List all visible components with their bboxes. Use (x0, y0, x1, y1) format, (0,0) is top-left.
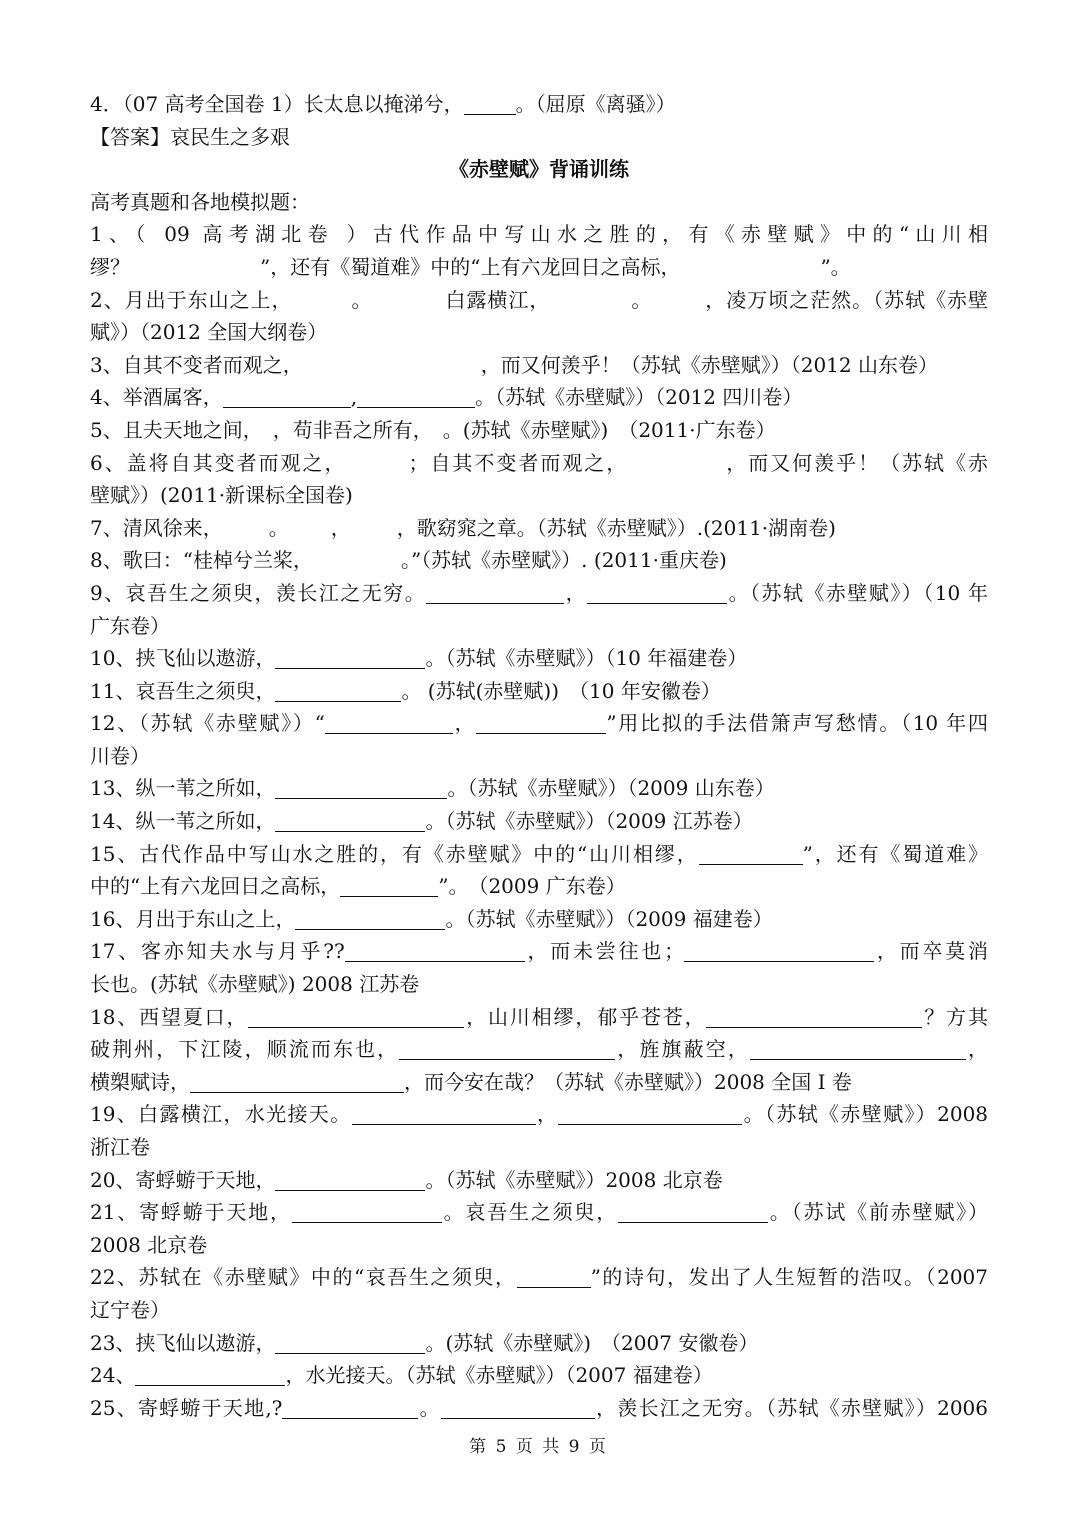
answer-blank (464, 92, 516, 115)
line-text: 20、寄蜉蝣于天地， (90, 1167, 276, 1192)
line-text: ？方其 (922, 1004, 988, 1029)
line-text: 。 (268, 515, 289, 540)
line-text: 17、客亦知夫水与月乎?? (90, 939, 345, 964)
line-text: 2、月出于东山之上， (90, 287, 293, 312)
line-text: ，而未尝往也； (524, 939, 685, 964)
answer-blank (275, 809, 425, 832)
answer-blank (352, 1102, 536, 1125)
line-text: 10、挟飞仙以遨游， (90, 646, 276, 671)
line-text: 。哀吾生之须臾， (441, 1200, 619, 1225)
line-text: 壁赋》）(2011·新课标全国卷) (90, 483, 353, 508)
line-text: 。 (630, 287, 653, 312)
line-text: ， (965, 1037, 988, 1062)
text-line (90, 870, 988, 903)
answer-blank (706, 1005, 922, 1028)
text-line (90, 1229, 988, 1262)
answer-blank (292, 1200, 442, 1223)
line-text: 辽宁卷） (90, 1297, 170, 1322)
line-text: ，旌旗蔽空， (615, 1037, 750, 1062)
text-line (90, 903, 988, 936)
line-text: ，而卒莫消 (874, 939, 988, 964)
text-line (90, 251, 988, 284)
answer-blank (275, 1331, 425, 1354)
line-text: 赋》）（2012 全国大纲卷） (90, 320, 328, 345)
answer-blank (295, 907, 445, 930)
line-text: 【答案】哀民生之多艰 (90, 124, 290, 149)
line-text: 8、歌曰：“桂棹兮兰桨， (90, 548, 313, 573)
answer-blank (750, 1037, 966, 1060)
line-text: 2008 北京卷 (90, 1232, 208, 1257)
text-line (90, 186, 988, 219)
section-title (90, 153, 988, 186)
line-text: 《赤壁赋》背诵训练 (449, 157, 629, 182)
answer-blank (357, 385, 475, 408)
line-text: 。 (苏轼(赤壁赋)) （10 年安徽卷） (401, 678, 721, 703)
answer-blank (517, 1265, 591, 1288)
text-line (90, 88, 988, 121)
answer-blank (618, 1200, 768, 1223)
text-line (90, 610, 988, 643)
line-text: 白露横江， (444, 287, 551, 312)
line-text: 川卷） (90, 743, 150, 768)
line-text: 1、（ 09 高考湖北卷 ）古代作品中写山水之胜的，有《赤壁赋》中的“山川相 (90, 222, 988, 247)
line-text: 6、盖将自其变者而观之， (90, 450, 347, 475)
line-text: 5、且夫天地之间， ，苟非吾之所有， 。(苏轼《赤壁赋》) （2011·广东卷） (90, 417, 776, 442)
answer-blank (325, 711, 453, 734)
line-text: 22、苏轼在《赤壁赋》中的“哀吾生之须臾， (90, 1265, 517, 1290)
line-text: 23、挟飞仙以遨游， (90, 1330, 276, 1355)
line-text: ， (330, 515, 351, 540)
answer-blank (476, 711, 606, 734)
line-text: ， (452, 711, 477, 736)
answer-blank (441, 1396, 595, 1419)
line-text: 14、纵一苇之所如， (90, 809, 276, 834)
text-line (90, 512, 988, 545)
text-line (90, 1066, 988, 1099)
line-text: 。”（苏轼《赤壁赋》）. (2011·重庆卷) (400, 548, 727, 573)
line-text: ，而今安在哉？（苏轼《赤壁赋》）2008 全国 I 卷 (404, 1069, 852, 1094)
line-text: 4．（07 高考全国卷 1）长太息以掩涕兮， (90, 92, 464, 116)
text-line (90, 772, 988, 805)
text-line (90, 1196, 988, 1229)
line-text: ，羡长江之无穷。（苏轼《赤壁赋》）2006 (594, 1395, 988, 1420)
line-text: ”。 （2009 广东卷） (438, 874, 626, 899)
text-line (90, 121, 988, 154)
line-text: 长也。(苏轼《赤壁赋》) 2008 江苏卷 (90, 972, 420, 997)
answer-blank (340, 874, 438, 897)
line-text: 缪？ (90, 254, 130, 279)
text-line (90, 218, 988, 251)
text-line (90, 1261, 988, 1294)
line-text: 。 (350, 287, 373, 312)
answer-blank (684, 939, 874, 962)
line-text: 。(苏轼《赤壁赋》) （2007 安徽卷） (425, 1330, 759, 1355)
line-text: 中的“上有六龙回日之高标， (90, 874, 341, 899)
text-line (90, 740, 988, 773)
line-text: 9、哀吾生之须臾，羡长江之无穷。 (90, 580, 427, 605)
line-text: 。（苏轼《赤壁赋》）（2009 江苏卷） (425, 809, 753, 834)
line-text: ”，还有《蜀道难》 (802, 841, 988, 866)
text-line (90, 1392, 988, 1425)
answer-blank (699, 842, 803, 865)
line-text: 破荆州，下江陵，顺流而东也， (90, 1037, 400, 1062)
line-text: ”用比拟的手法借箫声写愁情。（10 年四 (606, 711, 988, 736)
answer-blank (282, 1396, 418, 1419)
answer-blank (190, 1070, 404, 1093)
line-text: 12、（苏轼《赤壁赋》）“ (90, 711, 325, 736)
line-text: 。（苏轼《赤壁赋》）（10 年福建卷） (425, 646, 748, 671)
answer-blank (587, 581, 727, 604)
text-line (90, 447, 988, 480)
text-line (90, 1327, 988, 1360)
line-text: 3、自其不变者而观之， (90, 352, 303, 377)
line-text: 19、白露横江，水光接天。 (90, 1102, 352, 1127)
line-text: ”的诗句，发出了人生短暂的浩叹。（2007 (590, 1265, 988, 1290)
text-line (90, 284, 988, 317)
text-line (90, 1294, 988, 1327)
line-text: 。（苏轼《赤壁赋》）2008 北京卷 (425, 1167, 723, 1192)
line-text: ，山川相缪，郁乎苍苍， (464, 1004, 707, 1029)
line-text: 16、月出于东山之上， (90, 906, 296, 931)
line-text: 7、清风徐来， (90, 515, 223, 540)
text-line (90, 577, 988, 610)
answer-blank (345, 939, 525, 962)
line-text: ，而又何羡乎！（苏轼《赤壁赋》）（2012 山东卷） (480, 352, 938, 377)
line-text: , (350, 385, 358, 410)
text-line (90, 805, 988, 838)
text-line (90, 1359, 988, 1392)
line-text: 24、 (90, 1363, 136, 1388)
line-text: 25、寄蜉蝣于天地,? (90, 1395, 283, 1420)
line-text: ；自其不变者而观之， (408, 450, 629, 475)
line-text: 。 (418, 1395, 441, 1420)
answer-blank (426, 581, 564, 604)
line-text: ， (564, 580, 588, 605)
line-text: 。（苏轼《赤壁赋》）（2009 山东卷） (447, 776, 775, 801)
text-line (90, 349, 988, 382)
line-text: 11、哀吾生之须臾， (90, 678, 276, 703)
page-footer: 第 5 页 共 9 页 (469, 1437, 606, 1457)
text-line (90, 316, 988, 349)
document-body (90, 88, 988, 1424)
answer-blank (275, 776, 447, 799)
answer-blank (135, 1363, 285, 1386)
line-text: 18、西望夏口， (90, 1004, 249, 1029)
text-line (90, 1098, 988, 1131)
text-line (90, 381, 988, 414)
answer-blank (275, 679, 401, 702)
text-line (90, 935, 988, 968)
line-text: 。（苏轼《赤壁赋》）（10 年 (727, 580, 988, 605)
text-line (90, 642, 988, 675)
text-line (90, 707, 988, 740)
line-text: ， (535, 1102, 559, 1127)
line-text: ，凌万顷之茫然。（苏轼《赤壁 (704, 287, 988, 312)
answer-blank (558, 1102, 742, 1125)
line-text: 21、寄蜉蝣于天地， (90, 1200, 292, 1225)
line-text: 横槊赋诗， (90, 1069, 190, 1094)
line-text: 。（屈原《离骚》） (515, 92, 676, 116)
line-text: ，水光接天。（苏轼《赤壁赋》）（2007 福建卷） (285, 1363, 713, 1388)
line-text: ”。 (820, 254, 851, 279)
text-line (90, 1001, 988, 1034)
text-line (90, 968, 988, 1001)
text-line (90, 838, 988, 871)
answer-blank (223, 385, 351, 408)
text-line (90, 1164, 988, 1197)
line-text: ，歌窈窕之章。（苏轼《赤壁赋》）.(2011·湖南卷) (396, 515, 836, 540)
line-text: 高考真题和各地模拟题： (90, 189, 310, 214)
text-line (90, 414, 988, 447)
text-line (90, 1033, 988, 1066)
line-text: ”，还有《蜀道难》中的“上有六龙回日之高标， (260, 254, 681, 279)
line-text: 。（苏轼《赤壁赋》）（2012 四川卷） (475, 385, 803, 410)
answer-blank (275, 646, 425, 669)
answer-blank (248, 1005, 464, 1028)
line-text: ，而又何羡乎！（苏轼《赤 (724, 450, 988, 475)
line-text: 。（苏轼《赤壁赋》）2008 (742, 1102, 988, 1127)
line-text: 广东卷） (90, 613, 170, 638)
line-text: 浙江卷 (90, 1135, 150, 1159)
answer-blank (275, 1168, 425, 1191)
line-text: 。（苏轼《赤壁赋》）（2009 福建卷） (445, 906, 773, 931)
text-line (90, 675, 988, 708)
text-line (90, 544, 988, 577)
text-line (90, 1131, 988, 1164)
line-text: 15、古代作品中写山水之胜的，有《赤壁赋》中的“山川相缪， (90, 841, 699, 866)
answer-blank (399, 1037, 615, 1060)
line-text: 13、纵一苇之所如， (90, 776, 276, 801)
line-text: 4、举酒属客， (90, 385, 223, 410)
text-line (90, 479, 988, 512)
line-text: 。（苏试《前赤壁赋》） (768, 1200, 988, 1225)
